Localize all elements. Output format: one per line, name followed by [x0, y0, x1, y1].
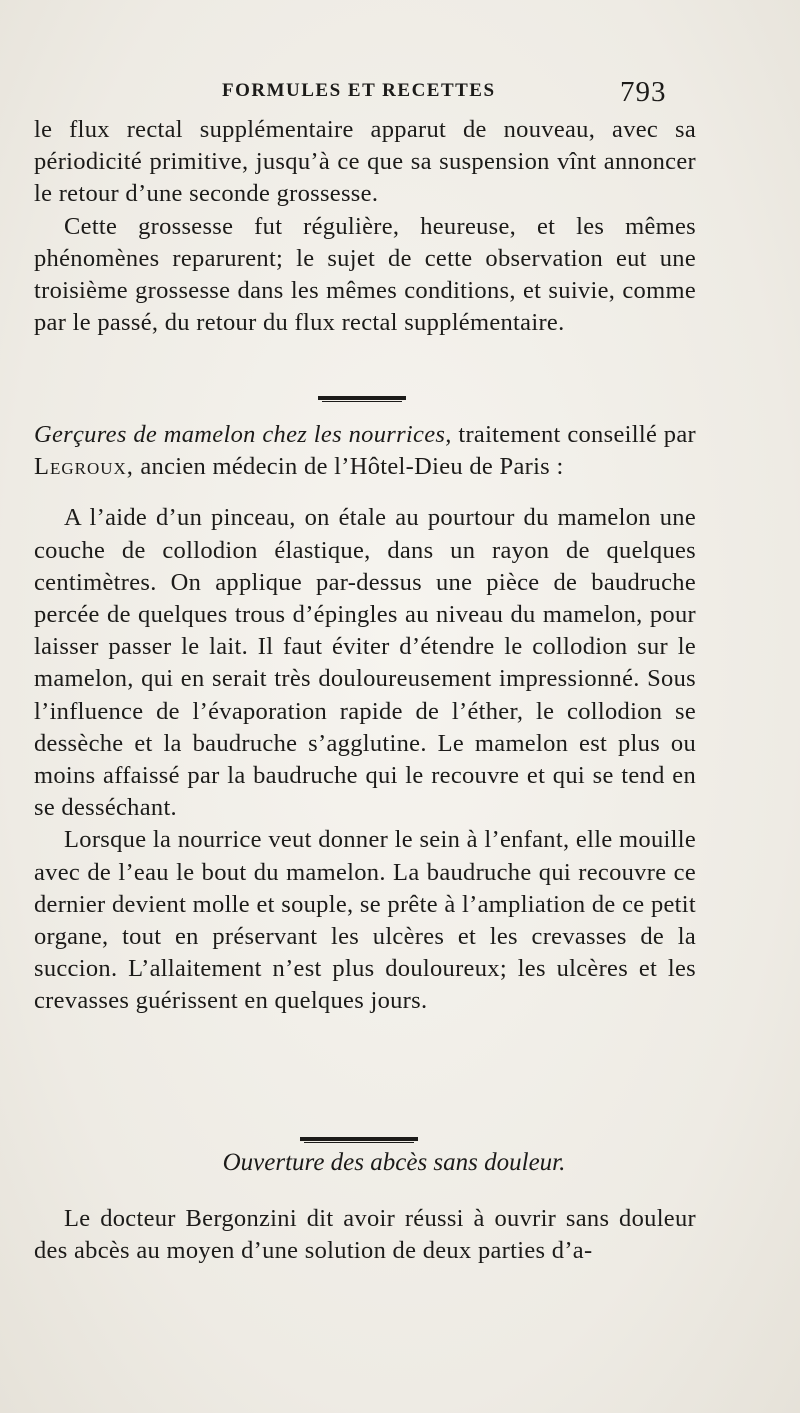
paragraph: Cette grossesse fut régulière, heureuse, et les mêmes phénomènes reparurent; le sujet de cette observation eut une troisième grossesse dans les mêmes conditions, et suivie, comme par le passé, du retour du flux rectal supplémentaire. — [34, 212, 696, 337]
section-divider — [318, 396, 406, 400]
running-title: FORMULES ET RECETTES — [222, 80, 496, 101]
section-title: Ouverture des abcès sans douleur. — [222, 1149, 566, 1176]
section-abces — [34, 1203, 696, 1267]
author-name: Legroux, — [34, 453, 134, 481]
paragraph: le flux rectal supplémentaire apparut de nouveau, avec sa périodicité primitive, jusqu’à ce que sa suspension vînt annoncer le retour d’une seconde grossesse. — [34, 116, 696, 208]
page-number: 793 — [620, 76, 667, 108]
paragraph-block-1 — [34, 114, 696, 339]
section-title-italic: Gerçures de mamelon chez les nourrices, — [34, 421, 452, 448]
paragraph: A l’aide d’un pinceau, on étale au pourtour du mamelon une couche de collodion élastique, dans un rayon de quelques centimètres. On applique par-dessus une pièce de baudruche percée de quelques trous d’épingles au niveau du mamelon, pour laisser passer le lait. Il faut éviter d’étendre le collodion sur le mamelon, qui en serait très douloureusement impressionné. Sous l’influence de l’évaporation rapide de l’éther, le collodion se dessèche et la baudruche s’agglutine. Le mamelon est plus ou moins affaissé par la baudruche qui le recouvre et qui se tend en se desséchant. — [34, 504, 696, 822]
section-heading — [0, 1149, 800, 1177]
section-gercures — [34, 419, 696, 1018]
page-header — [0, 78, 800, 108]
section-divider — [300, 1137, 418, 1141]
paragraph: Le docteur Bergonzini dit avoir réussi à ouvrir sans douleur des abcès au moyen d’une solution de deux parties d’a- — [34, 1205, 696, 1265]
paragraph: Lorsque la nourrice veut donner le sein à l’enfant, elle mouille avec de l’eau le bout du mamelon. La baudruche qui recouvre ce dernier devient molle et souple, se prête à l’ampliation de ce petit organe, tout en préservant les ulcères et les crevasses de la succion. L’allaitement n’est plus douloureux; les ulcères et les crevasses guérissent en quelques jours. — [34, 826, 696, 1015]
section-title: Gerçures de mamelon chez les nourrices, traitement conseillé par Legroux, ancien médecin de l’Hôtel-Dieu de Paris : — [34, 421, 696, 481]
